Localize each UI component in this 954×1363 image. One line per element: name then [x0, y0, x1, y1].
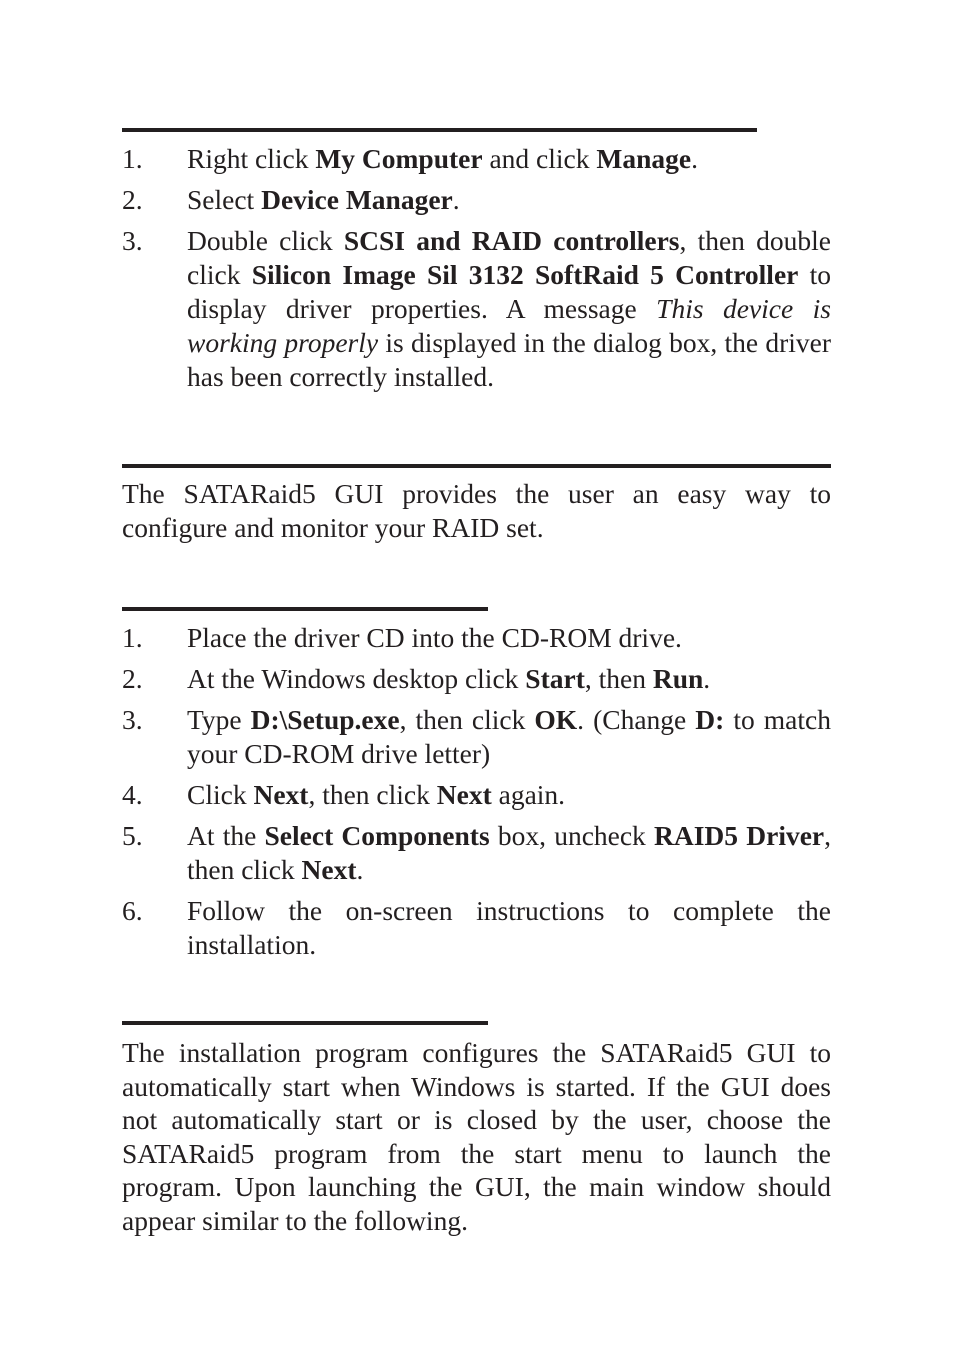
- verify-driver-steps: [122, 142, 831, 401]
- bold-term: RAID5 Driver: [654, 820, 825, 851]
- text-run: .: [691, 143, 698, 174]
- text-run: to display driver properties. A message: [187, 259, 831, 324]
- bold-term: Start: [525, 663, 585, 694]
- item-number: 1.: [122, 622, 143, 653]
- gui-launch-paragraph: The installation program configures the SATARaid5 GUI to automatically start when Windows is started. If the GUI does not automatically start or is closed by the user, choose the SATARaid5 program from the start menu to launch the program. Upon launching the GUI, the main window should appear similar to the following.: [122, 1037, 831, 1236]
- text-run: . (Change: [577, 704, 696, 735]
- item-text: [187, 662, 831, 696]
- item-text: [187, 224, 831, 394]
- section-rule-2: [122, 464, 831, 468]
- bold-term: D:\Setup.exe: [250, 704, 400, 735]
- item-text: [187, 819, 831, 887]
- section-rule-1: [122, 128, 757, 132]
- bold-term: Select Components: [264, 820, 490, 851]
- text-run: Right click: [187, 143, 316, 174]
- bold-term: Next: [253, 779, 309, 810]
- item-number: 6.: [122, 895, 143, 926]
- bold-term: OK: [534, 704, 578, 735]
- text-run: .: [452, 184, 460, 215]
- text-run: again.: [491, 779, 566, 810]
- text-run: , then click: [308, 779, 437, 810]
- text-run: At the Windows desktop click: [187, 663, 526, 694]
- list-item: [122, 778, 831, 812]
- list-item: [122, 183, 831, 217]
- text-run: Double click: [187, 225, 344, 256]
- item-text: [187, 894, 831, 962]
- item-text: [187, 183, 831, 217]
- item-number: 2.: [122, 184, 143, 215]
- gui-install-steps: [122, 621, 831, 969]
- list-item: [122, 662, 831, 696]
- text-run: , then: [584, 663, 653, 694]
- item-number: 1.: [122, 143, 143, 174]
- section-rule-3: [122, 607, 488, 611]
- item-text: [187, 621, 831, 655]
- item-number: 5.: [122, 820, 143, 851]
- text-run: , then click: [399, 704, 535, 735]
- item-text: [187, 142, 831, 176]
- bold-term: Run: [652, 663, 704, 694]
- list-item: [122, 142, 831, 176]
- text-run: , then click: [187, 820, 831, 885]
- list-item: [122, 819, 831, 887]
- italic-message: This device is working properly: [187, 293, 831, 358]
- text-run: Follow the on-screen instructions to complete the installation.: [187, 895, 831, 960]
- text-run: .: [703, 663, 711, 694]
- section-rule-4: [122, 1021, 488, 1025]
- text-run: to match your CD-ROM drive letter): [187, 704, 831, 769]
- text-run: is displayed in the dialog box, the driver has been correctly installed.: [187, 327, 832, 392]
- bold-term: Next: [436, 779, 492, 810]
- text-run: box, uncheck: [489, 820, 655, 851]
- text-run: .: [356, 854, 364, 885]
- bold-term: SCSI and RAID controllers: [343, 225, 680, 256]
- item-number: 4.: [122, 779, 143, 810]
- item-text: [187, 703, 831, 771]
- text-run: and click: [482, 143, 597, 174]
- text-run: Click: [187, 779, 254, 810]
- list-item: [122, 894, 831, 962]
- item-number: 3.: [122, 225, 143, 256]
- list-item: [122, 224, 831, 394]
- list-item: [122, 621, 831, 655]
- bold-term: Manage: [596, 143, 692, 174]
- text-run: , then double click: [187, 225, 831, 290]
- text-run: Select: [187, 184, 262, 215]
- item-number: 2.: [122, 663, 143, 694]
- bold-term: My Computer: [315, 143, 483, 174]
- text-run: Place the driver CD into the CD-ROM drive.: [187, 622, 682, 653]
- item-number: 3.: [122, 704, 143, 735]
- list-item: [122, 703, 831, 771]
- bold-term: Device Manager: [261, 184, 453, 215]
- item-text: [187, 778, 831, 812]
- text-run: At the: [187, 820, 265, 851]
- bold-term: Silicon Image Sil 3132 SoftRaid 5 Controller: [251, 259, 799, 290]
- text-run: Type: [187, 704, 251, 735]
- gui-intro-paragraph: The SATARaid5 GUI provides the user an easy way to configure and monitor your RAID set.: [122, 478, 831, 543]
- bold-term: D:: [695, 704, 725, 735]
- bold-term: Next: [301, 854, 357, 885]
